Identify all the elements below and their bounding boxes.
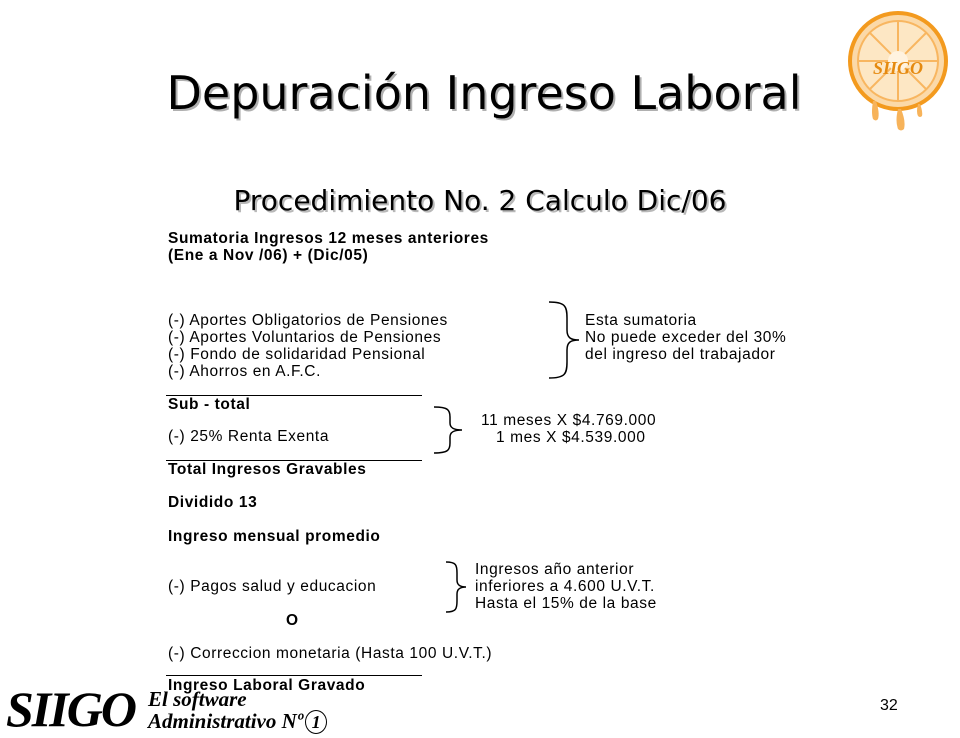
deductions-note-line: Esta sumatoria xyxy=(585,312,697,329)
page-number: 32 xyxy=(880,697,898,714)
deduction-item: (-) Ahorros en A.F.C. xyxy=(168,363,322,380)
o-label: O xyxy=(286,612,299,629)
footer-logo-line2: Administrativo Nº 1 xyxy=(148,709,327,734)
heading-line-1: Sumatoria Ingresos 12 meses anteriores xyxy=(168,230,489,247)
deduction-item: (-) Fondo de solidaridad Pensional xyxy=(168,346,426,363)
pagos-note-line: Hasta el 15% de la base xyxy=(475,595,657,612)
footer-logo-line1: El software xyxy=(148,687,247,711)
renta-note-line: 11 meses X $4.769.000 xyxy=(481,412,657,429)
pagos-note-line: inferiores a 4.600 U.V.T. xyxy=(475,578,655,595)
brace-icon xyxy=(545,300,585,380)
slide-title: Depuración Ingreso Laboral xyxy=(166,66,802,120)
renta-exenta-label: (-) 25% Renta Exenta xyxy=(168,428,330,445)
correccion-label: (-) Correccion monetaria (Hasta 100 U.V.T.) xyxy=(168,645,493,662)
pagos-note-line: Ingresos año anterior xyxy=(475,561,635,578)
brace-icon xyxy=(444,560,470,614)
deductions-note-line: del ingreso del trabajador xyxy=(585,346,776,363)
ingreso-gravado-label: Ingreso Laboral Gravado xyxy=(168,677,366,694)
deduction-item: (-) Aportes Obligatorios de Pensiones xyxy=(168,312,448,329)
subtotal-label: Sub - total xyxy=(168,396,251,413)
deductions-note-line: No puede exceder del 30% xyxy=(585,329,787,346)
ingreso-promedio-label: Ingreso mensual promedio xyxy=(168,528,381,545)
deduction-item: (-) Aportes Voluntarios de Pensiones xyxy=(168,329,442,346)
total-gravables-label: Total Ingresos Gravables xyxy=(168,461,367,478)
dividido-label: Dividido 13 xyxy=(168,494,258,511)
slide-subtitle: Procedimiento No. 2 Calculo Dic/06 xyxy=(233,184,727,217)
footer-logo-number: 1 xyxy=(305,710,327,734)
brace-icon xyxy=(430,405,470,455)
corner-logo-text: SIIGO xyxy=(872,58,924,78)
pagos-salud-label: (-) Pagos salud y educacion xyxy=(168,578,377,595)
renta-note-line: 1 mes X $4.539.000 xyxy=(496,429,646,446)
heading-line-2: (Ene a Nov /06) + (Dic/05) xyxy=(168,247,369,264)
footer-logo-brand: SIIGO xyxy=(6,681,135,737)
divider xyxy=(166,675,422,676)
